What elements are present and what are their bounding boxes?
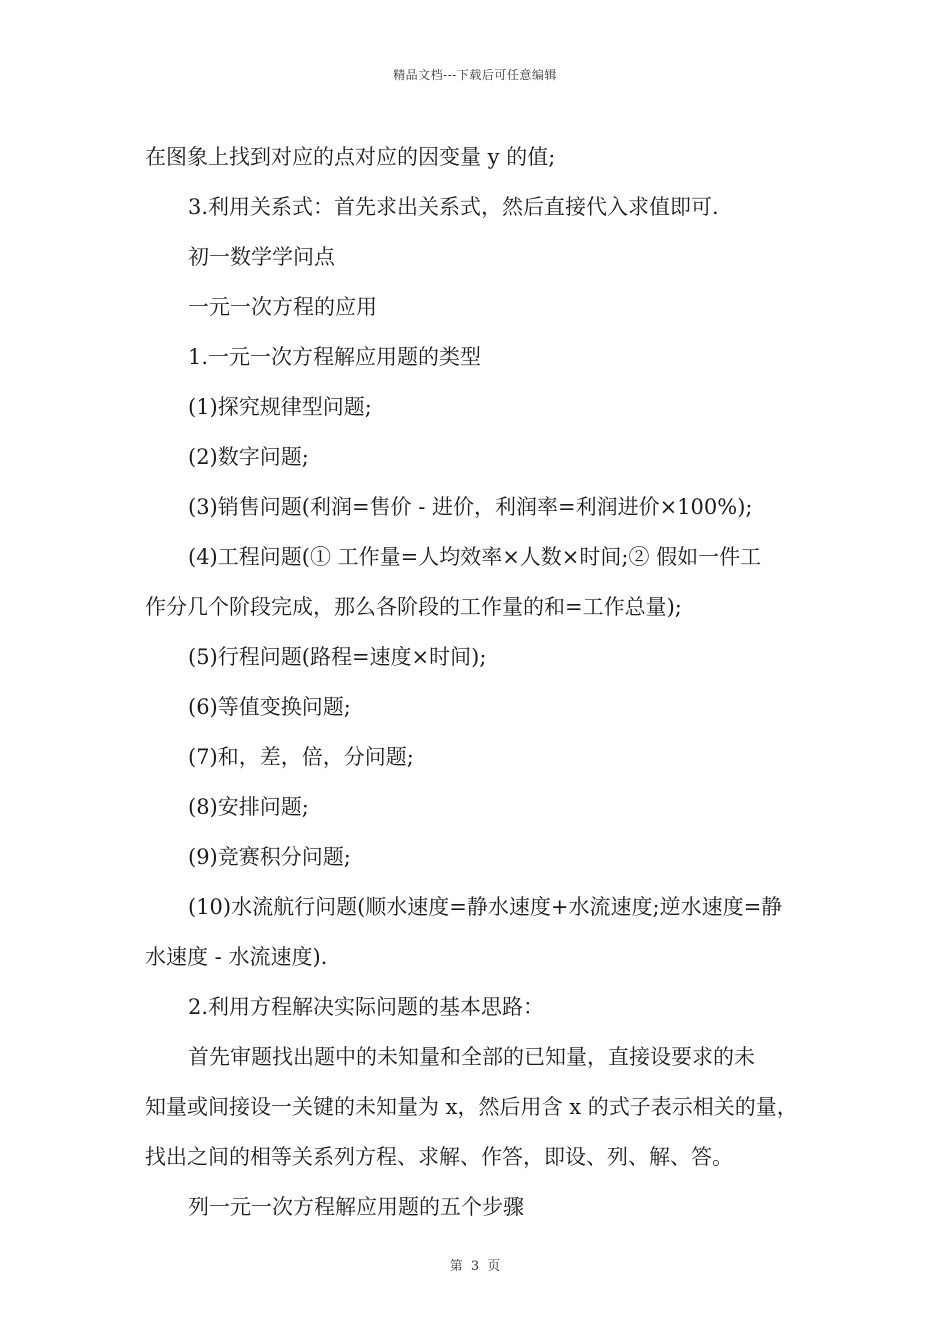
list-item: (5)行程问题(路程=速度×时间); — [188, 645, 487, 669]
list-item: (1)探究规律型问题; — [188, 395, 372, 419]
list-item: (10)水流航行问题(顺水速度=静水速度+水流速度;逆水速度=静 — [188, 895, 783, 919]
page-header: 精品文档---下载后可任意编辑 — [393, 68, 557, 82]
document-body — [145, 132, 835, 1232]
paragraph-line: 首先审题找出题中的未知量和全部的已知量，直接设要求的未 — [188, 1045, 755, 1069]
paragraph-line: 1.一元一次方程解应用题的类型 — [188, 345, 482, 369]
list-item-continuation: 水速度 - 水流速度). — [145, 945, 328, 969]
paragraph-line: 2.利用方程解决实际问题的基本思路： — [188, 995, 545, 1019]
paragraph-line: 找出之间的相等关系列方程、求解、作答，即设、列、解、答。 — [145, 1145, 733, 1169]
section-heading: 列一元一次方程解应用题的五个步骤 — [188, 1195, 524, 1219]
list-item: (4)工程问题(① 工作量=人均效率×人数×时间;② 假如一件工 — [188, 545, 762, 569]
section-heading: 初一数学学问点 — [188, 245, 335, 269]
paragraph-line: 在图象上找到对应的点对应的因变量 y 的值; — [145, 145, 556, 169]
section-heading: 一元一次方程的应用 — [188, 295, 377, 319]
page-number: 第 3 页 — [449, 1259, 501, 1274]
paragraph-line: 3.利用关系式：首先求出关系式，然后直接代入求值即可. — [188, 195, 719, 219]
list-item: (7)和，差，倍，分问题; — [188, 745, 414, 769]
list-item: (3)销售问题(利润=售价 - 进价，利润率=利润进价×100%); — [188, 495, 753, 519]
list-item: (9)竞赛积分问题; — [188, 845, 351, 869]
paragraph-line: 知量或间接设一关键的未知量为 x，然后用含 x 的式子表示相关的量， — [145, 1095, 798, 1119]
list-item: (8)安排问题; — [188, 795, 309, 819]
list-item-continuation: 作分几个阶段完成，那么各阶段的工作量的和=工作总量); — [145, 595, 682, 619]
list-item: (6)等值变换问题; — [188, 695, 351, 719]
list-item: (2)数字问题; — [188, 445, 309, 469]
